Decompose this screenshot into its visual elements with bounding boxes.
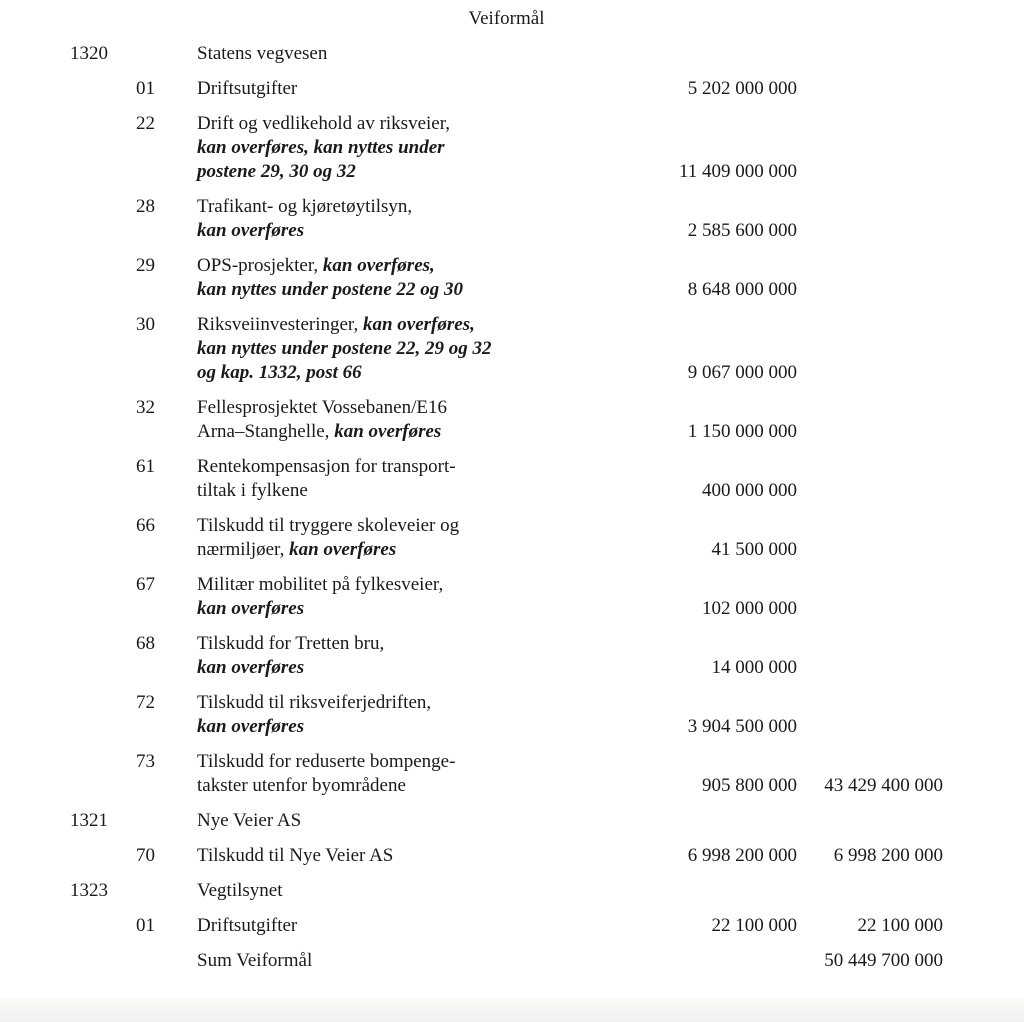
description-text: Drift og vedlikehold av riksveier, [197, 113, 451, 134]
post-number: 66 [136, 515, 155, 536]
description-annotation-italic: kan nyttes under postene 22, 29 og 32 [197, 338, 492, 359]
table-row [70, 514, 943, 562]
post-description [197, 195, 537, 243]
budget-table [70, 42, 943, 973]
post-description [197, 914, 537, 938]
post-number [136, 42, 197, 66]
post-description [197, 750, 537, 798]
table-row [70, 396, 943, 444]
amount-column-2: 22 100 000 [857, 915, 943, 936]
table-row [70, 112, 943, 184]
chapter-number [70, 112, 136, 184]
amount-column-1: 3 904 500 000 [687, 716, 797, 737]
post-description [197, 112, 537, 184]
description-text: Militær mobilitet på fylkesveier, [197, 574, 444, 595]
amount-column-2: 50 449 700 000 [824, 950, 943, 971]
table-row [70, 573, 943, 621]
post-number: 01 [136, 915, 155, 936]
description-text: Tilskudd til riksveiferjedriften, [197, 692, 432, 713]
description-annotation-italic: kan overføres [334, 421, 442, 442]
description-text: Statens vegvesen [197, 43, 328, 64]
post-description [197, 691, 537, 739]
chapter-number [70, 396, 136, 444]
table-row [70, 455, 943, 503]
description-text: Driftsutgifter [197, 78, 298, 99]
description-annotation-italic: kan overføres [197, 220, 305, 241]
post-number: 29 [136, 255, 155, 276]
table-row [70, 949, 943, 973]
post-number: 72 [136, 692, 155, 713]
table-row [70, 632, 943, 680]
chapter-number [70, 77, 136, 101]
chapter-number: 1320 [70, 43, 108, 64]
table-row [70, 914, 943, 938]
description-text: Tilskudd for Tretten bru, [197, 633, 385, 654]
chapter-number [70, 455, 136, 503]
table-row [70, 77, 943, 101]
table-row [70, 254, 943, 302]
description-text: Tilskudd for reduserte bompenge- [197, 751, 456, 772]
table-row [70, 691, 943, 739]
post-description [197, 809, 537, 833]
chapter-number [70, 313, 136, 385]
description-text: Arna–Stanghelle, [197, 421, 335, 442]
description-annotation-italic: kan overføres [197, 716, 305, 737]
post-number: 73 [136, 751, 155, 772]
amount-column-1: 400 000 000 [702, 480, 797, 501]
description-annotation-italic: postene 29, 30 og 32 [197, 161, 356, 182]
chapter-number: 1321 [70, 810, 108, 831]
table-row [70, 750, 943, 798]
description-text: Riksveiinvesteringer, [197, 314, 363, 335]
post-description [197, 313, 537, 385]
chapter-number: 1323 [70, 880, 108, 901]
table-row [70, 313, 943, 385]
post-number [136, 879, 197, 903]
description-text: Nye Veier AS [197, 810, 302, 831]
description-text: Tilskudd til Nye Veier AS [197, 845, 394, 866]
post-description [197, 632, 537, 680]
post-number: 28 [136, 196, 155, 217]
amount-column-1: 14 000 000 [711, 657, 797, 678]
amount-column-1: 102 000 000 [702, 598, 797, 619]
description-text: OPS-prosjekter, [197, 255, 323, 276]
amount-column-1: 905 800 000 [702, 775, 797, 796]
amount-column-1: 2 585 600 000 [687, 220, 797, 241]
post-number: 01 [136, 78, 155, 99]
amount-column-2: 43 429 400 000 [824, 775, 943, 796]
post-description [197, 455, 537, 503]
chapter-number [70, 691, 136, 739]
post-description [197, 573, 537, 621]
post-description [197, 514, 537, 562]
post-number: 22 [136, 113, 155, 134]
post-description [197, 77, 537, 101]
table-row [70, 42, 943, 66]
chapter-number [70, 514, 136, 562]
post-number: 68 [136, 633, 155, 654]
page-bottom-edge [0, 998, 1024, 1022]
post-description [197, 42, 537, 66]
chapter-number [70, 844, 136, 868]
amount-column-2: 6 998 200 000 [833, 845, 943, 866]
amount-column-1: 41 500 000 [711, 539, 797, 560]
description-text: Fellesprosjektet Vossebanen/E16 [197, 397, 447, 418]
description-text: nærmiljøer, [197, 539, 290, 560]
description-text: takster utenfor byområdene [197, 775, 406, 796]
budget-section-veiformal [70, 7, 943, 984]
amount-column-1: 8 648 000 000 [687, 279, 797, 300]
post-number: 67 [136, 574, 155, 595]
description-text: Trafikant- og kjøretøytilsyn, [197, 196, 413, 217]
description-text: Tilskudd til tryggere skoleveier og [197, 515, 460, 536]
chapter-number [70, 949, 136, 973]
post-description [197, 949, 537, 973]
post-number: 32 [136, 397, 155, 418]
post-number: 61 [136, 456, 155, 477]
description-annotation-italic: og kap. 1332, post 66 [197, 362, 362, 383]
description-text: tiltak i fylkene [197, 480, 308, 501]
description-annotation-italic: kan overføres, [362, 314, 475, 335]
description-text: Rentekompensasjon for transport- [197, 456, 456, 477]
post-description [197, 254, 537, 302]
post-description [197, 879, 537, 903]
description-annotation-italic: kan overføres [289, 539, 397, 560]
post-number: 30 [136, 314, 155, 335]
description-text: Vegtilsynet [197, 880, 283, 901]
description-annotation-italic: kan overføres [197, 598, 305, 619]
post-description [197, 844, 537, 868]
description-annotation-italic: kan overføres, [322, 255, 435, 276]
amount-column-1: 9 067 000 000 [687, 362, 797, 383]
post-number [136, 809, 197, 833]
post-description [197, 396, 537, 444]
page-title: Veiformål [468, 8, 545, 29]
chapter-number [70, 914, 136, 938]
post-number [136, 949, 197, 973]
table-row [70, 879, 943, 903]
table-row [70, 195, 943, 243]
table-row [70, 809, 943, 833]
amount-column-1: 11 409 000 000 [678, 161, 797, 182]
amount-column-1: 1 150 000 000 [687, 421, 797, 442]
post-number: 70 [136, 845, 155, 866]
table-row [70, 844, 943, 868]
description-text: Driftsutgifter [197, 915, 298, 936]
chapter-number [70, 573, 136, 621]
description-text: Sum Veiformål [197, 950, 313, 971]
amount-column-1: 6 998 200 000 [687, 845, 797, 866]
description-annotation-italic: kan overføres, kan nyttes under [197, 137, 445, 158]
chapter-number [70, 254, 136, 302]
chapter-number [70, 195, 136, 243]
description-annotation-italic: kan overføres [197, 657, 305, 678]
amount-column-1: 5 202 000 000 [687, 78, 797, 99]
description-annotation-italic: kan nyttes under postene 22 og 30 [197, 279, 464, 300]
chapter-number [70, 632, 136, 680]
chapter-number [70, 750, 136, 798]
amount-column-1: 22 100 000 [711, 915, 797, 936]
